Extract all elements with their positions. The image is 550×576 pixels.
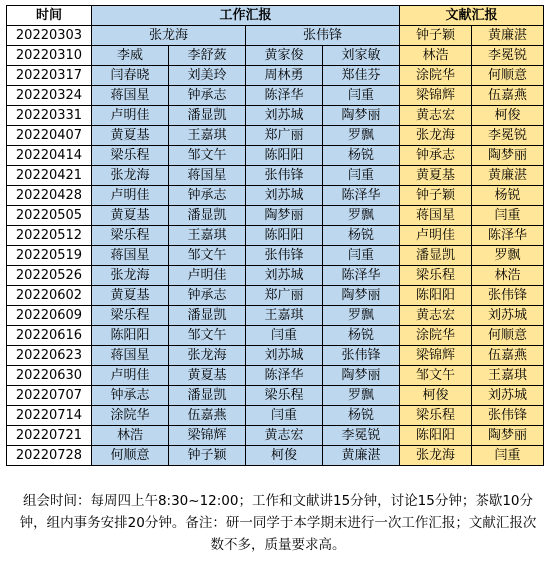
work-report-cell: 张伟锋 <box>246 26 400 46</box>
date-cell: 20220414 <box>7 146 92 166</box>
work-report-cell: 林浩 <box>92 426 169 446</box>
table-row <box>7 86 544 106</box>
table-row <box>7 246 544 266</box>
literature-report-cell: 潘显凯 <box>400 246 472 266</box>
literature-report-cell: 钟子颖 <box>400 186 472 206</box>
work-report-cell: 潘显凯 <box>169 206 246 226</box>
work-report-cell: 陶梦丽 <box>323 106 400 126</box>
date-cell: 20220331 <box>7 106 92 126</box>
literature-report-cell: 陈阳阳 <box>400 286 472 306</box>
work-report-cell: 刘苏城 <box>246 186 323 206</box>
work-report-cell: 张龙海 <box>92 266 169 286</box>
work-report-cell: 张龙海 <box>169 346 246 366</box>
work-report-cell: 黄夏基 <box>92 126 169 146</box>
literature-report-cell: 钟子颖 <box>400 26 472 46</box>
work-report-cell: 黄夏基 <box>169 366 246 386</box>
header-time: 时间 <box>7 6 92 26</box>
work-report-cell: 闫重 <box>246 326 323 346</box>
table-row <box>7 26 544 46</box>
literature-report-cell: 何顺意 <box>472 326 544 346</box>
literature-report-cell: 张龙海 <box>400 446 472 466</box>
work-report-cell: 黄夏基 <box>92 206 169 226</box>
work-report-cell: 钟承志 <box>169 86 246 106</box>
date-cell: 20220630 <box>7 366 92 386</box>
work-report-cell: 杨锐 <box>323 226 400 246</box>
literature-report-cell: 林浩 <box>472 266 544 286</box>
literature-report-cell: 张龙海 <box>400 126 472 146</box>
date-cell: 20220602 <box>7 286 92 306</box>
date-cell: 20220303 <box>7 26 92 46</box>
table-row <box>7 386 544 406</box>
date-cell: 20220421 <box>7 166 92 186</box>
table-row <box>7 346 544 366</box>
table-row <box>7 46 544 66</box>
work-report-cell: 卢明佳 <box>92 366 169 386</box>
work-report-cell: 钟子颖 <box>169 446 246 466</box>
literature-report-cell: 陈泽华 <box>472 226 544 246</box>
table-row <box>7 126 544 146</box>
date-cell: 20220714 <box>7 406 92 426</box>
literature-report-cell: 闫重 <box>472 206 544 226</box>
work-report-cell: 罗飘 <box>323 386 400 406</box>
literature-report-cell: 杨锐 <box>472 186 544 206</box>
date-cell: 20220728 <box>7 446 92 466</box>
table-row <box>7 286 544 306</box>
work-report-cell: 李舒蔹 <box>169 46 246 66</box>
work-report-cell: 王嘉琪 <box>246 306 323 326</box>
literature-report-cell: 梁乐程 <box>400 266 472 286</box>
work-report-cell: 罗飘 <box>323 206 400 226</box>
work-report-cell: 罗飘 <box>323 126 400 146</box>
work-report-cell: 梁乐程 <box>246 386 323 406</box>
work-report-cell: 黄家俊 <box>246 46 323 66</box>
table-row <box>7 66 544 86</box>
work-report-cell: 闫重 <box>246 406 323 426</box>
work-report-cell: 梁乐程 <box>92 306 169 326</box>
literature-report-cell: 张伟锋 <box>472 286 544 306</box>
date-cell: 20220512 <box>7 226 92 246</box>
work-report-cell: 黄志宏 <box>246 426 323 446</box>
literature-report-cell: 陶梦丽 <box>472 146 544 166</box>
header-literature-report: 文献汇报 <box>400 6 544 26</box>
table-row <box>7 446 544 466</box>
work-report-cell: 郑广丽 <box>246 286 323 306</box>
literature-report-cell: 柯俊 <box>400 386 472 406</box>
work-report-cell: 张伟锋 <box>246 246 323 266</box>
work-report-cell: 张龙海 <box>92 26 246 46</box>
work-report-cell: 黄夏基 <box>92 286 169 306</box>
date-cell: 20220616 <box>7 326 92 346</box>
work-report-cell: 柯俊 <box>246 446 323 466</box>
work-report-cell: 王嘉琪 <box>169 226 246 246</box>
date-cell: 20220428 <box>7 186 92 206</box>
work-report-cell: 邹文午 <box>169 146 246 166</box>
table-row <box>7 146 544 166</box>
schedule-body <box>7 26 544 466</box>
date-cell: 20220317 <box>7 66 92 86</box>
work-report-cell: 杨锐 <box>323 406 400 426</box>
table-row <box>7 266 544 286</box>
date-cell: 20220721 <box>7 426 92 446</box>
literature-report-cell: 伍嘉燕 <box>472 346 544 366</box>
work-report-cell: 李冕锐 <box>323 426 400 446</box>
literature-report-cell: 邹文午 <box>400 366 472 386</box>
work-report-cell: 何顺意 <box>92 446 169 466</box>
work-report-cell: 陈阳阳 <box>246 146 323 166</box>
work-report-cell: 潘显凯 <box>169 306 246 326</box>
work-report-cell: 周林勇 <box>246 66 323 86</box>
work-report-cell: 王嘉琪 <box>169 126 246 146</box>
literature-report-cell: 梁锦辉 <box>400 346 472 366</box>
work-report-cell: 梁乐程 <box>92 226 169 246</box>
literature-report-cell: 柯俊 <box>472 106 544 126</box>
literature-report-cell: 刘苏城 <box>472 386 544 406</box>
literature-report-cell: 刘苏城 <box>472 306 544 326</box>
literature-report-cell: 涂院华 <box>400 326 472 346</box>
work-report-cell: 蒋国星 <box>92 346 169 366</box>
work-report-cell: 卢明佳 <box>92 186 169 206</box>
literature-report-cell: 涂院华 <box>400 66 472 86</box>
work-report-cell: 闫重 <box>323 86 400 106</box>
table-row <box>7 226 544 246</box>
work-report-cell: 陶梦丽 <box>246 206 323 226</box>
work-report-cell: 罗飘 <box>323 306 400 326</box>
work-report-cell: 刘苏城 <box>246 266 323 286</box>
work-report-cell: 钟承志 <box>169 186 246 206</box>
table-row <box>7 186 544 206</box>
header-row <box>7 6 544 26</box>
work-report-cell: 梁乐程 <box>92 146 169 166</box>
literature-report-cell: 王嘉琪 <box>472 366 544 386</box>
work-report-cell: 陈泽华 <box>323 186 400 206</box>
literature-report-cell: 伍嘉燕 <box>472 86 544 106</box>
meeting-notes: 组会时间：每周四上午8:30~12:00；工作和文献讲15分钟，讨论15分钟；茶歇10分钟，组内事务安排20分钟。备注：研一同学于本学期末进行一次工作汇报；文献汇报次数不多，质量要求高。 <box>19 493 537 553</box>
date-cell: 20220526 <box>7 266 92 286</box>
table-row <box>7 366 544 386</box>
table-row <box>7 166 544 186</box>
work-report-cell: 李威 <box>92 46 169 66</box>
literature-report-cell: 闫重 <box>472 446 544 466</box>
date-cell: 20220310 <box>7 46 92 66</box>
work-report-cell: 郑广丽 <box>246 126 323 146</box>
literature-report-cell: 黄志宏 <box>400 106 472 126</box>
date-cell: 20220505 <box>7 206 92 226</box>
work-report-cell: 卢明佳 <box>169 266 246 286</box>
work-report-cell: 钟承志 <box>169 286 246 306</box>
work-report-cell: 钟承志 <box>92 386 169 406</box>
work-report-cell: 邹文午 <box>169 326 246 346</box>
work-report-cell: 闫春晓 <box>92 66 169 86</box>
work-report-cell: 杨锐 <box>323 326 400 346</box>
date-cell: 20220623 <box>7 346 92 366</box>
work-report-cell: 陈阳阳 <box>92 326 169 346</box>
literature-report-cell: 何顺意 <box>472 66 544 86</box>
date-cell: 20220707 <box>7 386 92 406</box>
literature-report-cell: 梁锦辉 <box>400 86 472 106</box>
header-work-report: 工作汇报 <box>92 6 400 26</box>
work-report-cell: 伍嘉燕 <box>169 406 246 426</box>
literature-report-cell: 林浩 <box>400 46 472 66</box>
work-report-cell: 刘家敏 <box>323 46 400 66</box>
work-report-cell: 潘显凯 <box>169 386 246 406</box>
work-report-cell: 陈阳阳 <box>246 226 323 246</box>
literature-report-cell: 黄夏基 <box>400 166 472 186</box>
literature-report-cell: 蒋国星 <box>400 206 472 226</box>
work-report-cell: 张龙海 <box>92 166 169 186</box>
date-cell: 20220609 <box>7 306 92 326</box>
work-report-cell: 蒋国星 <box>169 166 246 186</box>
literature-report-cell: 陈阳阳 <box>400 426 472 446</box>
work-report-cell: 陈泽华 <box>246 86 323 106</box>
date-cell: 20220407 <box>7 126 92 146</box>
work-report-cell: 刘美玲 <box>169 66 246 86</box>
work-report-cell: 张伟锋 <box>246 166 323 186</box>
work-report-cell: 潘显凯 <box>169 106 246 126</box>
work-report-cell: 卢明佳 <box>92 106 169 126</box>
work-report-cell: 黄廉湛 <box>323 446 400 466</box>
work-report-cell: 陈泽华 <box>246 366 323 386</box>
literature-report-cell: 李冕锐 <box>472 46 544 66</box>
work-report-cell: 涂院华 <box>92 406 169 426</box>
work-report-cell: 闫重 <box>323 166 400 186</box>
table-row <box>7 406 544 426</box>
table-row <box>7 326 544 346</box>
literature-report-cell: 黄廉湛 <box>472 26 544 46</box>
schedule-sheet <box>6 5 544 466</box>
table-row <box>7 306 544 326</box>
literature-report-cell: 陶梦丽 <box>472 426 544 446</box>
work-report-cell: 郑佳芬 <box>323 66 400 86</box>
literature-report-cell: 黄廉湛 <box>472 166 544 186</box>
work-report-cell: 刘苏城 <box>246 346 323 366</box>
work-report-cell: 陶梦丽 <box>323 286 400 306</box>
table-row <box>7 106 544 126</box>
date-cell: 20220519 <box>7 246 92 266</box>
literature-report-cell: 张伟锋 <box>472 406 544 426</box>
work-report-cell: 张伟锋 <box>323 346 400 366</box>
literature-report-cell: 卢明佳 <box>400 226 472 246</box>
literature-report-cell: 钟承志 <box>400 146 472 166</box>
work-report-cell: 刘苏城 <box>246 106 323 126</box>
date-cell: 20220324 <box>7 86 92 106</box>
work-report-cell: 蒋国星 <box>92 86 169 106</box>
table-row <box>7 426 544 446</box>
table-row <box>7 206 544 226</box>
literature-report-cell: 黄志宏 <box>400 306 472 326</box>
work-report-cell: 陈泽华 <box>323 266 400 286</box>
work-report-cell: 杨锐 <box>323 146 400 166</box>
work-report-cell: 闫重 <box>323 246 400 266</box>
literature-report-cell: 李冕锐 <box>472 126 544 146</box>
work-report-cell: 梁锦辉 <box>169 426 246 446</box>
schedule-table <box>6 5 544 466</box>
literature-report-cell: 梁乐程 <box>400 406 472 426</box>
work-report-cell: 陶梦丽 <box>323 366 400 386</box>
literature-report-cell: 罗飘 <box>472 246 544 266</box>
work-report-cell: 蒋国星 <box>92 246 169 266</box>
work-report-cell: 邹文午 <box>169 246 246 266</box>
